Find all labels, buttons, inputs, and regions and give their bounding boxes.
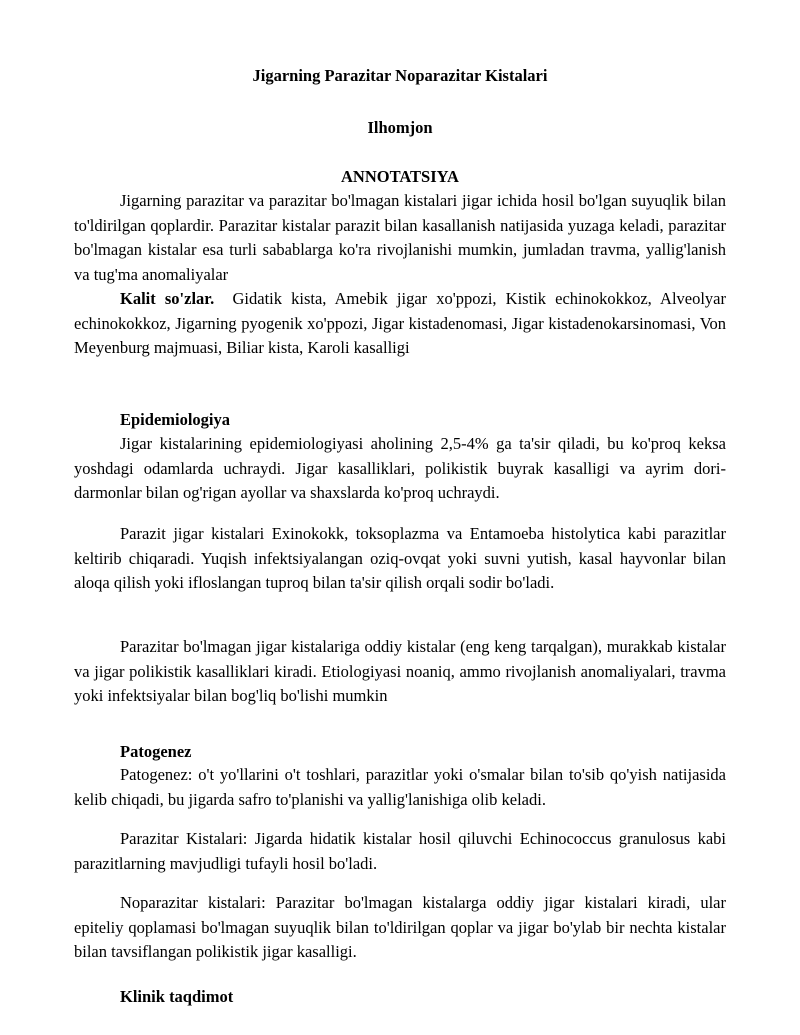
keywords-paragraph: [74, 287, 726, 361]
section-heading-epidemiology: Epidemiologiya: [120, 410, 231, 429]
section-heading-clinical: Klinik taqdimot: [120, 987, 234, 1006]
document-title: Jigarning Parazitar Noparazitar Kistalari: [252, 66, 548, 85]
epidemiology-paragraph-1: Jigar kistalarining epidemiologiyasi aholining 2,5-4% ga ta'sir qiladi, bu ko'proq keksa yoshdagi odamlarda uchraydi. Jigar kasalliklari, polikistik buyrak kasalligi va ayrim dori-darmonlar bilan og'rigan ayollar va shaxslarda ko'proq uchraydi.: [74, 434, 726, 502]
epidemiology-paragraph-3: Parazitar bo'lmagan jigar kistalariga oddiy kistalar (eng keng tarqalgan), murakkab kistalar va jigar polikistik kasalliklari kiradi. Etiologiyasi noaniq, ammo rivojlanish anomaliyalari, travma yoki infektsiyalar bilan bog'liq bo'lishi mumkin: [74, 637, 726, 705]
keywords-text: Gidatik kista, Amebik jigar xo'ppozi, Kistik echinokokkoz, Alveolyar echinokokkoz, Jigarning pyogenik xo'ppozi, Jigar kistadenomasi, Jigar kistadenokarsinomasi, Von Meyenburg majmuasi, Biliar kista, Karoli kasalligi: [74, 289, 727, 357]
pathogenesis-paragraph-2: Parazitar Kistalari: Jigarda hidatik kistalar hosil qiluvchi Echinococcus granulosus kabi parazitlarning mavjudligi tufayli hosil bo'ladi.: [74, 829, 726, 873]
document-author: Ilhomjon: [367, 118, 433, 137]
annotation-heading: ANNOTATSIYA: [341, 167, 459, 186]
keywords-label: Kalit so'zlar.: [120, 289, 215, 308]
document-page: [74, 0, 726, 1035]
pathogenesis-paragraph-3: Noparazitar kistalari: Parazitar bo'lmagan kistalarga oddiy jigar kistalari kiradi, ular epiteliy qoplamasi bo'lmagan suyuqlik bilan to'ldirilgan qoplar va jigar bo'ylab bir nechta kistalar bilan tavsiflangan polikistik jigar kasalligi.: [74, 893, 726, 961]
annotation-paragraph: Jigarning parazitar va parazitar bo'lmagan kistalari jigar ichida hosil bo'lgan suyuqlik bilan to'ldirilgan qoplardir. Parazitar kistalar parazit bilan kasallanish natijasida yuzaga keladi, parazitar bo'lmagan kistalar esa turli sabablarga ko'ra rivojlanishi mumkin, jumladan travma, yallig'lanish va tug'ma anomaliyalar: [74, 191, 726, 284]
section-heading-pathogenesis: Patogenez: [120, 742, 192, 761]
epidemiology-paragraph-2: Parazit jigar kistalari Exinokokk, toksoplazma va Entamoeba histolytica kabi parazitlar keltirib chiqaradi. Yuqish infektsiyalangan oziq-ovqat yoki suvni yutish, kasal hayvonlar bilan aloqa qilish yoki ifloslangan tuproq bilan ta'sir qilish orqali sodir bo'ladi.: [74, 524, 726, 592]
pathogenesis-paragraph-1: Patogenez: o't yo'llarini o't toshlari, parazitlar yoki o'smalar bilan to'sib qo'yish natijasida kelib chiqadi, bu jigarda safro to'planishi va yallig'lanishiga olib keladi.: [74, 765, 726, 809]
